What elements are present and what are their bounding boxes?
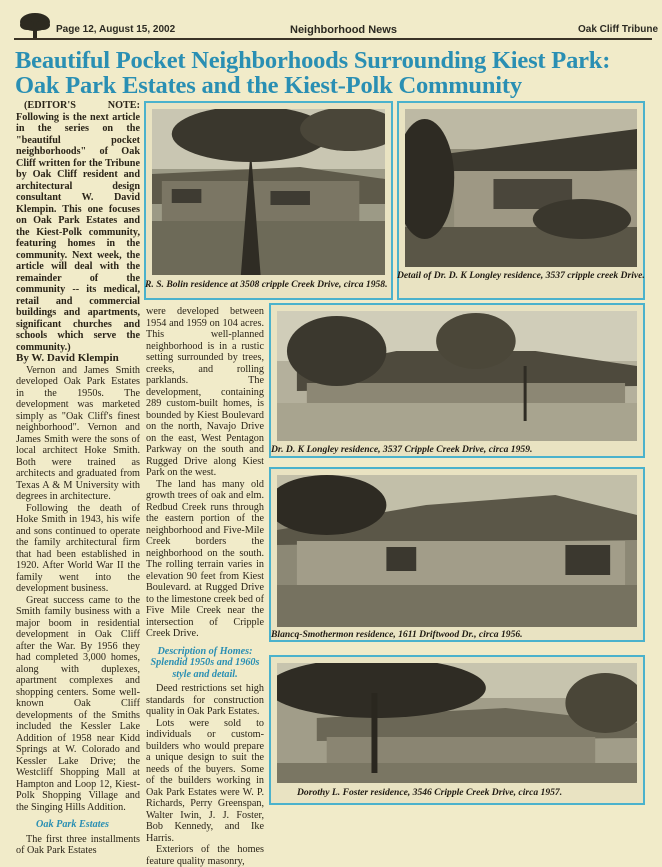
photo-caption: Detail of Dr. D. K Longley residence, 3537 cripple creek Drive. <box>397 270 645 281</box>
headline-line-1: Beautiful Pocket Neighborhoods Surrounding Kiest Park: <box>15 47 611 74</box>
house-photo <box>277 311 637 441</box>
subhead-description-of-homes: Description of Homes: Splendid 1950s and 1960s style and detail. <box>150 645 260 680</box>
paragraph: were developed between 1954 and 1959 on 104 acres. This well-planned neighborhood is in a rustic setting surrounded by trees, creeks, and rolling parklands. The development, containing 289 custom-built homes, is bounded by Kiest Boulevard on the north, Navajo Drive on the east, West Pentagon Parkway on the south and Rugged Drive along Kiest Park on the west. <box>146 306 264 478</box>
page-header <box>0 0 662 46</box>
paragraph: Lots were sold to individuals or custom-builders who would prepare a unique design to suit the needs of the buyers. Some of the builders working in Oak Park Estates were W. P. Richards, Perry Greenspan, Walter Iwin, J. J. Foster, Bob Kennedy, and Ike Harris. <box>146 717 264 844</box>
photo-longley-residence <box>269 303 645 458</box>
house-photo <box>277 475 637 627</box>
paragraph: The first three installments of Oak Park Estates <box>16 833 140 856</box>
photo-caption: Dr. D. K Longley residence, 3537 Cripple Creek Drive, circa 1959. <box>271 444 533 455</box>
paragraph: Following the death of Hoke Smith in 1943, his wife and sons continued to operate the family architectural firm that had been established in 1920. After World War II the family went into the development business. <box>16 502 140 594</box>
paragraph: Great success came to the Smith family business with a major boom in residential development in Oak Cliff after the War. By 1956 they had completed 3,000 homes, along with duplexes, apartment complexes and shopping centers. Some well-known Oak Cliff developments of the Smiths included the Kessler Lake Addition of 1958 near Kidd Springs at W. Colorado and Kessler Lake Drive; the Westcliff Shopping Mall at Hampton and Loop 12, Kiest-Polk Shopping Village and the Singing Hills Addition. <box>16 594 140 813</box>
photo-caption: Blancq-Smothermon residence, 1611 Driftwood Dr., circa 1956. <box>271 629 523 640</box>
photo-longley-detail <box>397 101 645 300</box>
photo-blancq-smothermon <box>269 467 645 642</box>
byline: By W. David Klempin <box>16 352 119 364</box>
paragraph: The land has many old growth trees of oak and elm. Redbud Creek runs through the eastern portion of the neighborhood and Five-Mile Creek borders the neighborhood on the south. The rolling terrain varies in elevation 90 feet from Kiest Boulevard. at Rugged Drive to the limestone creek bed of Five Mile Creek near the intersection of Cripple Creek Drive. <box>146 478 264 639</box>
paragraph: Deed restrictions set high standards for construction quality in Oak Park Estates. <box>146 683 264 717</box>
house-photo <box>405 109 637 267</box>
headline <box>15 48 655 98</box>
house-photo <box>277 663 637 783</box>
subhead-oak-park-estates: Oak Park Estates <box>36 819 110 830</box>
headline-line-2: Oak Park Estates and the Kiest-Polk Community <box>15 72 522 99</box>
header-rule <box>14 38 652 40</box>
masthead: Oak Cliff Tribune <box>578 24 659 35</box>
photo-foster-residence <box>269 655 645 805</box>
section-name: Neighborhood News <box>290 24 397 36</box>
page-info: Page 12, August 15, 2002 <box>56 24 176 35</box>
editors-note: (EDITOR'S NOTE: Following is the next article in the series on the "beautiful pocket neighborhoods" of Oak Cliff written for the Tribune by Oak Cliff resident and architectural design consultant W. David Klempin. This one focuses on Oak Park Estates and the Kiest-Polk community, featuring homes in the community. Next week, the article will deal with the remainder of the community -- its medical, retail and commercial buildings and apartments, significant churches and schools which serve the community.) <box>16 100 140 353</box>
paragraph: Vernon and James Smith developed Oak Park Estates in the 1950s. The development was marketed simply as "Oak Cliff's finest neighborhood". Vernon and James Smith were the sons of local architect Hoke Smith. Both were trained as architects and graduated from Texas A & M University with degrees in architecture. <box>16 364 140 502</box>
house-photo <box>152 109 385 275</box>
photo-caption: R. S. Bolin residence at 3508 cripple Creek Drive, circa 1958. <box>145 279 388 290</box>
article-column-1 <box>16 100 140 857</box>
photo-caption: Dorothy L. Foster residence, 3546 Cripple Creek Drive, circa 1957. <box>297 787 563 798</box>
photo-bolin-residence <box>144 101 393 300</box>
article-column-2 <box>146 306 264 867</box>
paragraph: Exteriors of the homes feature quality masonry, <box>146 844 264 867</box>
